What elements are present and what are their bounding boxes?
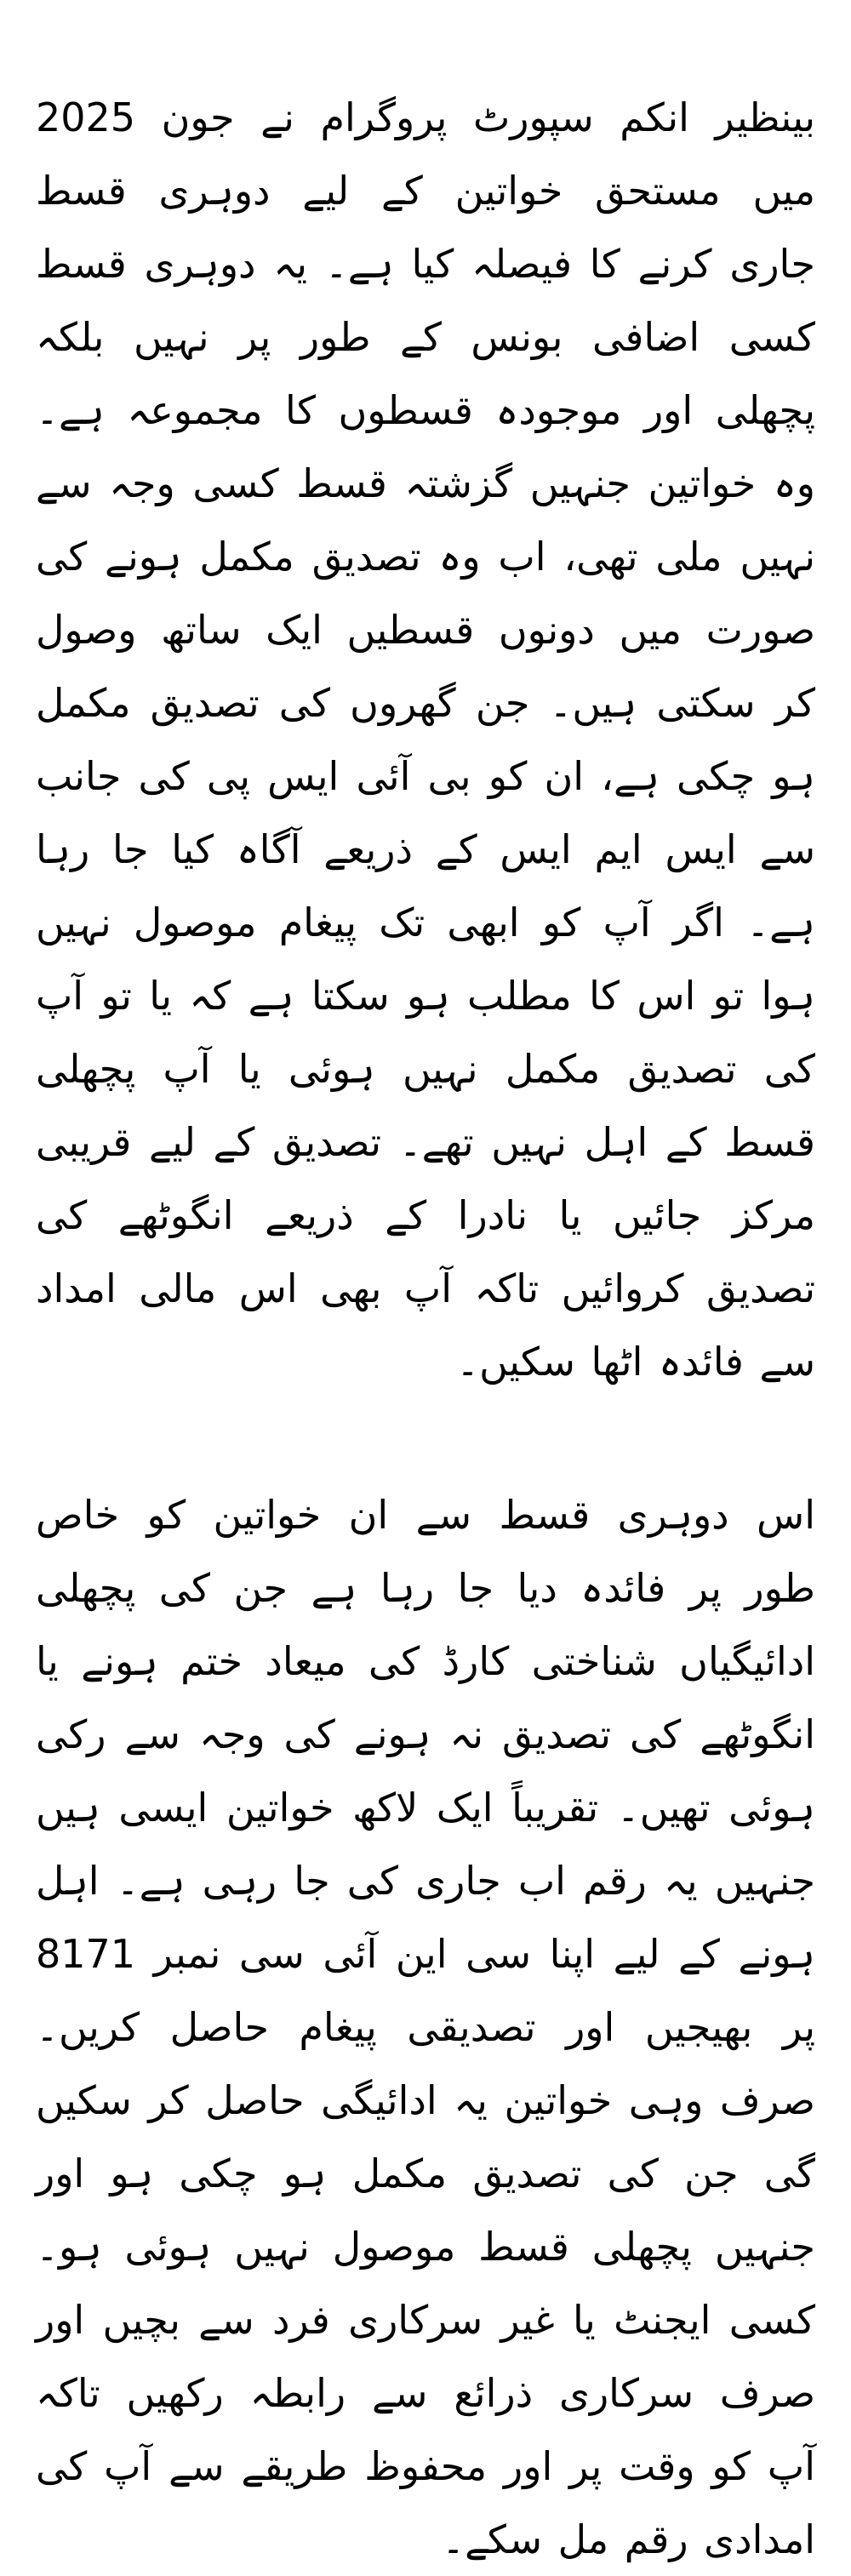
paragraph-double-installment-intro: بینظیر انکم سپورٹ پروگرام نے جون 2025 میں مستحق خواتین کے لیے دوہری قسط جاری کرنے کا فیصلہ کیا ہے۔ یہ دوہری قسط کسی اضافی بونس کے طور پر نہیں بلکہ پچھلی اور موجودہ قسطوں کا مجموعہ ہے۔ وہ خواتین جنہیں گزشتہ قسط کسی وجہ سے نہیں ملی تھی، اب وہ تصدیق مکمل ہونے کی صورت میں دونوں قسطیں ایک ساتھ وصول کر سکتی ہیں۔ جن گھروں کی تصدیق مکمل ہو چکی ہے، ان کو بی آئی ایس پی کی جانب سے ایس ایم ایس کے ذریعے آگاہ کیا جا رہا ہے۔ اگر آپ کو ابھی تک پیغام موصول نہیں ہوا تو اس کا مطلب ہو سکتا ہے کہ یا تو آپ کی تصدیق مکمل نہیں ہوئی یا آپ پچھلی قسط کے اہل نہیں تھے۔ تصدیق کے لیے قریبی مرکز جائیں یا نادرا کے ذریعے انگوٹھے کی تصدیق کروائیں تاکہ آپ بھی اس مالی امداد سے فائدہ اٹھا سکیں۔ — [36, 94, 815, 1385]
paragraph-eligibility-details: اس دوہری قسط سے ان خواتین کو خاص طور پر فائدہ دیا جا رہا ہے جن کی پچھلی ادائیگیاں شناختی کارڈ کی میعاد ختم ہونے یا انگوٹھے کی تصدیق نہ ہونے کی وجہ سے رکی ہوئی تھیں۔ تقریباً ایک لاکھ خواتین ایسی ہیں جنہیں یہ رقم اب جاری کی جا رہی ہے۔ اہل ہونے کے لیے اپنا سی این آئی سی نمبر 8171 پر بھیجیں اور تصدیقی پیغام حاصل کریں۔ صرف وہی خواتین یہ ادائیگی حاصل کر سکیں گی جن کی تصدیق مکمل ہو چکی ہو اور جنہیں پچھلی قسط موصول نہیں ہوئی ہو۔ کسی ایجنٹ یا غیر سرکاری فرد سے بچیں اور صرف سرکاری ذرائع سے رابطہ رکھیں تاکہ آپ کو وقت پر اور محفوظ طریقے سے آپ کی امدادی رقم مل سکے۔ — [36, 1492, 815, 2562]
